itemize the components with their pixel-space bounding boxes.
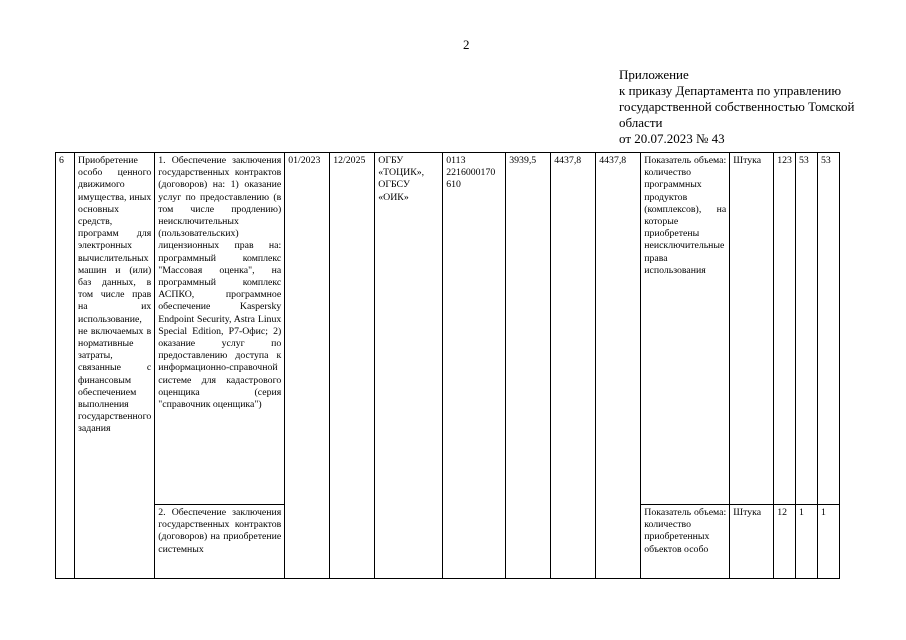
appendix-line: от 20.07.2023 № 43 <box>619 131 725 146</box>
activity-cell: 2. Обеспечение заключения государственных контрактов (договоров) на приобретение системных <box>155 505 285 579</box>
indicator-cell: Показатель объема: количество программных продуктов (комплексов), на которые приобретены неисключительные права использования <box>641 153 730 505</box>
appendix-line: области <box>619 115 663 130</box>
amount-2025-cell: 4437,8 <box>596 153 641 579</box>
qty-2025-cell: 1 <box>817 505 839 579</box>
executor-cell: ОГБУ «ТОЦИК», ОГБСУ «ОИК» <box>375 153 443 579</box>
row-number: 6 <box>56 153 75 579</box>
indicator-cell: Показатель объема: количество приобретенных объектов особо <box>641 505 730 579</box>
amount-2023-cell: 3939,5 <box>506 153 551 579</box>
qty-2024-cell: 1 <box>795 505 817 579</box>
appendix-line: государственной собственностью Томской <box>619 99 855 114</box>
end-date-cell: 12/2025 <box>330 153 375 579</box>
kbk-cell: 0113 2216000170 610 <box>443 153 506 579</box>
page-number: 2 <box>463 37 470 52</box>
qty-2023-cell: 12 <box>774 505 796 579</box>
appendix-line: к приказу Департамента по управлению <box>619 83 842 98</box>
task-name-cell: Приобретение особо ценного движимого имущества, иных основных средств, программ для электронных вычислительных машин и (или) баз данных, в том числе прав на их использование, не включаемых в нормативные затраты, связанные с финансовым обеспечением выполнения государственного задания <box>75 153 155 579</box>
qty-2023-cell: 123 <box>774 153 796 505</box>
qty-2025-cell: 53 <box>817 153 839 505</box>
qty-2024-cell: 53 <box>795 153 817 505</box>
program-table <box>55 152 840 579</box>
unit-cell: Штука <box>730 153 774 505</box>
appendix-line: Приложение <box>619 67 689 82</box>
amount-2024-cell: 4437,8 <box>551 153 596 579</box>
start-date-cell: 01/2023 <box>285 153 330 579</box>
appendix-header <box>619 67 894 147</box>
activity-cell: 1. Обеспечение заключения государственных контрактов (договоров) на: 1) оказание услуг по предоставлению (в том числе продлению) неисключительных (пользовательских) лицензионных прав на: программный комплекс "Массовая оценка", на программный комплекс АСПКО, программное обеспечение Kaspersky Endpoint Security, Astra Linux Special Edition, Р7-Офис; 2) оказание услуг по предоставлению доступа к информационно-справочной системе для кадастрового оценщика (серия "справочник оценщика") <box>155 153 285 505</box>
table-row <box>56 153 840 505</box>
unit-cell: Штука <box>730 505 774 579</box>
